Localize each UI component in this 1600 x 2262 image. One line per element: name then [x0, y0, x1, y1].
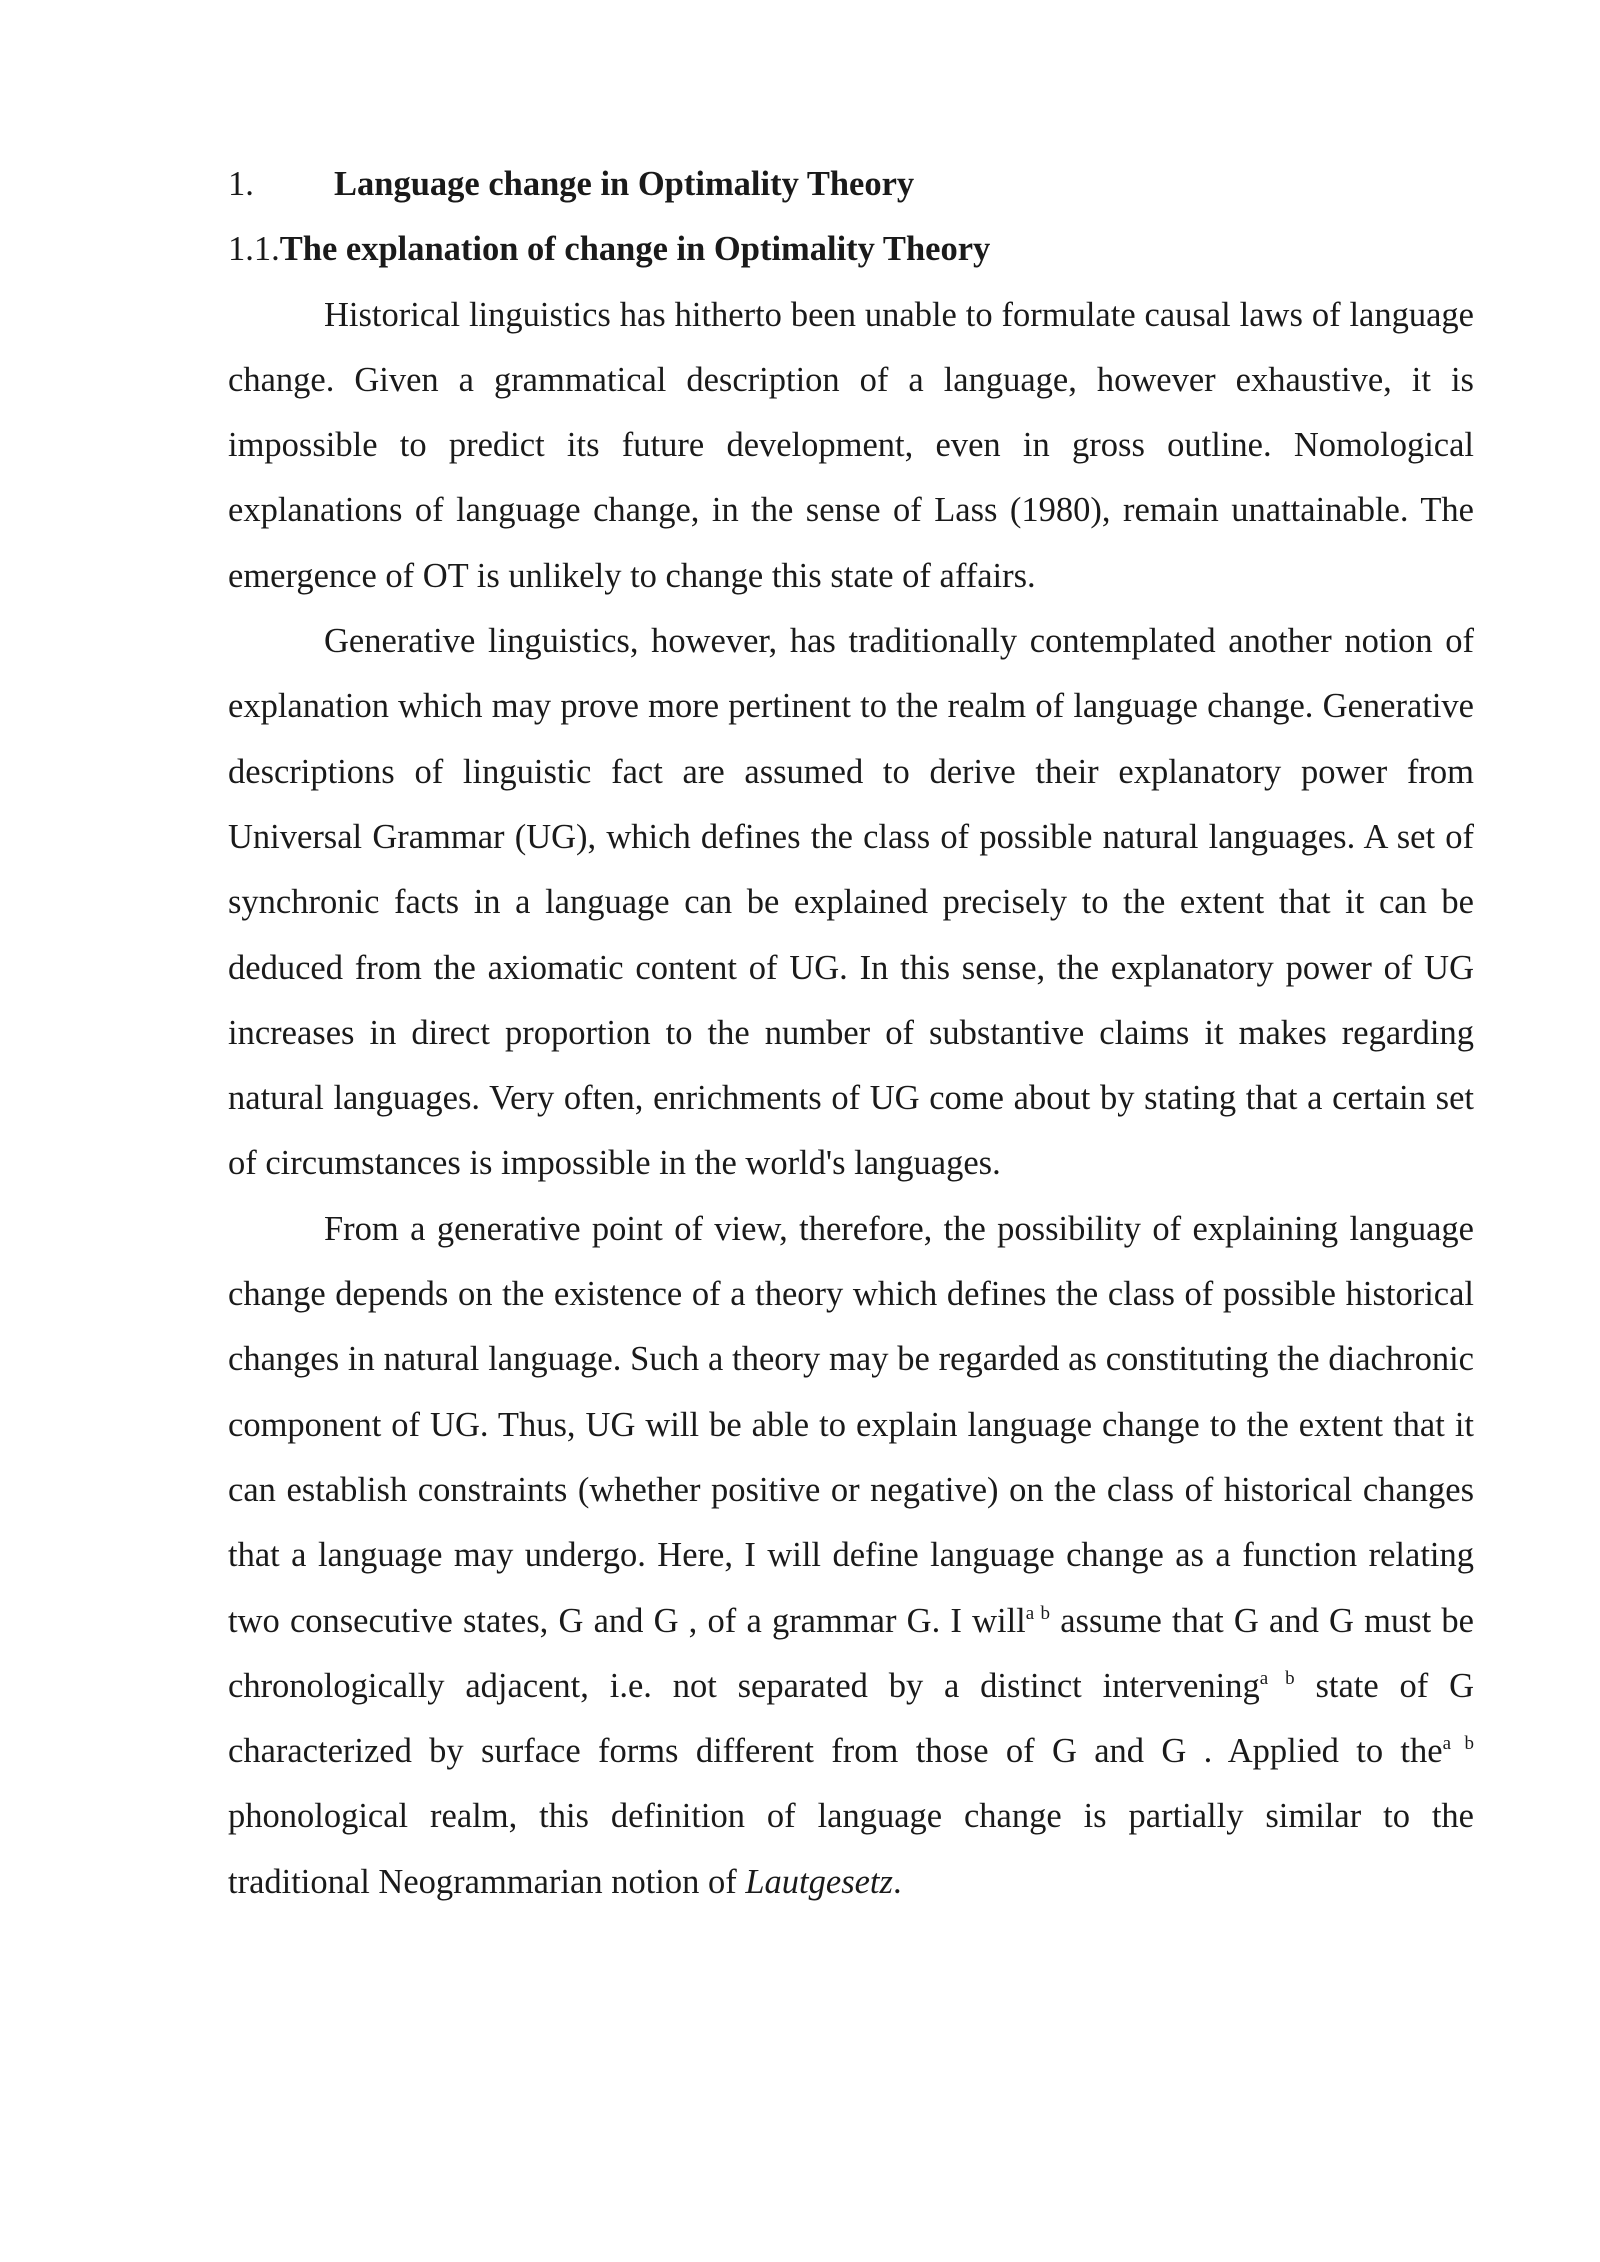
paragraph-3-text-4: phonological realm, this definition of language change is partially similar to the traditional Neogrammarian notion of	[228, 1797, 1474, 1901]
subsection-title: The explanation of change in Optimality Theory	[279, 230, 991, 269]
paragraph-3-text-2: assume that G and G must be chronologically adjacent, i.e. not separated by a distinct intervening	[228, 1601, 1474, 1705]
section-heading	[228, 152, 1474, 217]
superscript-marker: a b	[1442, 1733, 1474, 1755]
document-body	[228, 152, 1474, 1915]
paragraph-2: Generative linguistics, however, has traditionally contemplated another notion of explanation which may prove more pertinent to the realm of language change. Generative descriptions of linguistic fact are assumed to derive their explanatory power from Universal Grammar (UG), which defines the class of possible natural languages. A set of synchronic facts in a language can be explained precisely to the extent that it can be deduced from the axiomatic content of UG. In this sense, the explanatory power of UG increases in direct proportion to the number of substantive claims it makes regarding natural languages. Very often, enrichments of UG come about by stating that a certain set of circumstances is impossible in the world's languages.	[228, 622, 1474, 1183]
paragraph-3-end: .	[892, 1862, 902, 1901]
section-title: Language change in Optimality Theory	[334, 165, 915, 203]
subsection-number: 1.1.	[228, 230, 280, 269]
superscript-marker: a b	[1259, 1667, 1295, 1689]
paragraph-3-text-1: From a generative point of view, therefore, the possibility of explaining language change depends on the existence of a theory which defines the class of possible historical changes in natural language. Such a theory may be regarded as constituting the diachronic component of UG. Thus, UG will be able to explain language change to the extent that it can establish constraints (whether positive or negative) on the class of historical changes that a language may undergo. Here, I will define language change as a function relating two consecutive states, G and G , of a grammar G. I will	[228, 1209, 1474, 1640]
superscript-marker: a b	[1025, 1602, 1051, 1624]
paragraph-3	[228, 1197, 1474, 1915]
paragraph-3-text-3: state of G characterized by surface forms different from those of G and G . Applied to the	[228, 1666, 1474, 1771]
italic-term: Lautgesetz	[745, 1862, 893, 1901]
section-number: 1.	[228, 165, 254, 203]
paragraph-1: Historical linguistics has hitherto been unable to formulate causal laws of language change. Given a grammatical description of a language, however exhaustive, it is impossible to predict its future development, even in gross outline. Nomological explanations of language change, in the sense of Lass (1980), remain unattainable. The emergence of OT is unlikely to change this state of affairs.	[228, 295, 1474, 595]
subsection-heading	[228, 217, 1474, 282]
